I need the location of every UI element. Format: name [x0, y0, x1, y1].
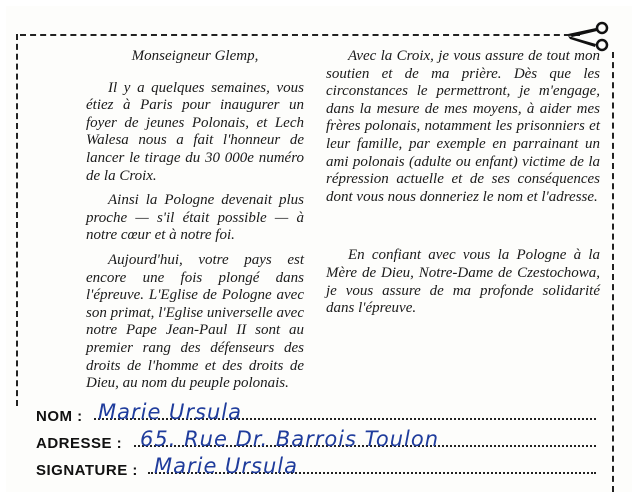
letter-greeting: Monseigneur Glemp, — [131, 48, 259, 64]
cut-line-left — [16, 34, 18, 406]
cut-line-top — [20, 34, 580, 36]
signature-row — [36, 456, 596, 483]
letter-paragraph: Ainsi la Pologne devenait plus proche — s'il était possible — à notre cœur et à notre foi. — [86, 192, 304, 244]
adresse-field[interactable]: 65. Rue Dr. Barrois Toulon — [140, 427, 440, 451]
nom-label: NOM : — [36, 408, 83, 425]
adresse-row — [36, 429, 596, 456]
letter-paragraph: Aujourd'hui, votre pays est encore une fois plongé dans l'épreuve. L'Eglise de Pologne avec son primat, l'Eglise universelle avec notre Pape Jean-Paul II sont au premier rang des défenseurs des droits de l'homme et des droits de Dieu, au nom du peuple polonais. — [86, 251, 304, 392]
nom-field[interactable]: Marie Ursula — [98, 400, 243, 424]
coupon-card — [6, 6, 632, 492]
letter-right-column — [326, 48, 600, 325]
nom-row — [36, 402, 596, 429]
signature-form — [36, 402, 596, 483]
signature-label: SIGNATURE : — [36, 462, 138, 479]
letter-paragraph: En confiant avec vous la Pologne à la Mère de Dieu, Notre-Dame de Czestochowa, je vous assure de ma profonde solidarité dans l'épreuve. — [326, 247, 600, 317]
adresse-label: ADRESSE : — [36, 435, 123, 452]
letter-left-column — [86, 48, 304, 400]
cut-line-right — [612, 52, 614, 492]
signature-field[interactable]: Marie Ursula — [154, 454, 299, 478]
letter-paragraph: Avec la Croix, je vous assure de tout mon soutien et de ma prière. Dès que les circonstances le permettront, je m'engage, dans la mesure de mes moyens, à aider mes frères polonais, notamment les prisonniers et leur famille, par exemple en parrainant un ami polonais (adulte ou enfant) victime de la répression actuelle et de ses conséquences dont vous nous donneriez le nom et l'adresse. — [326, 48, 600, 205]
letter-paragraph: Il y a quelques semaines, vous étiez à Paris pour inaugurer un foyer de jeunes Polonais, et Lech Walesa nous a fait l'honneur de lancer le tirage du 30 000e numéro de la Croix. — [86, 79, 304, 184]
